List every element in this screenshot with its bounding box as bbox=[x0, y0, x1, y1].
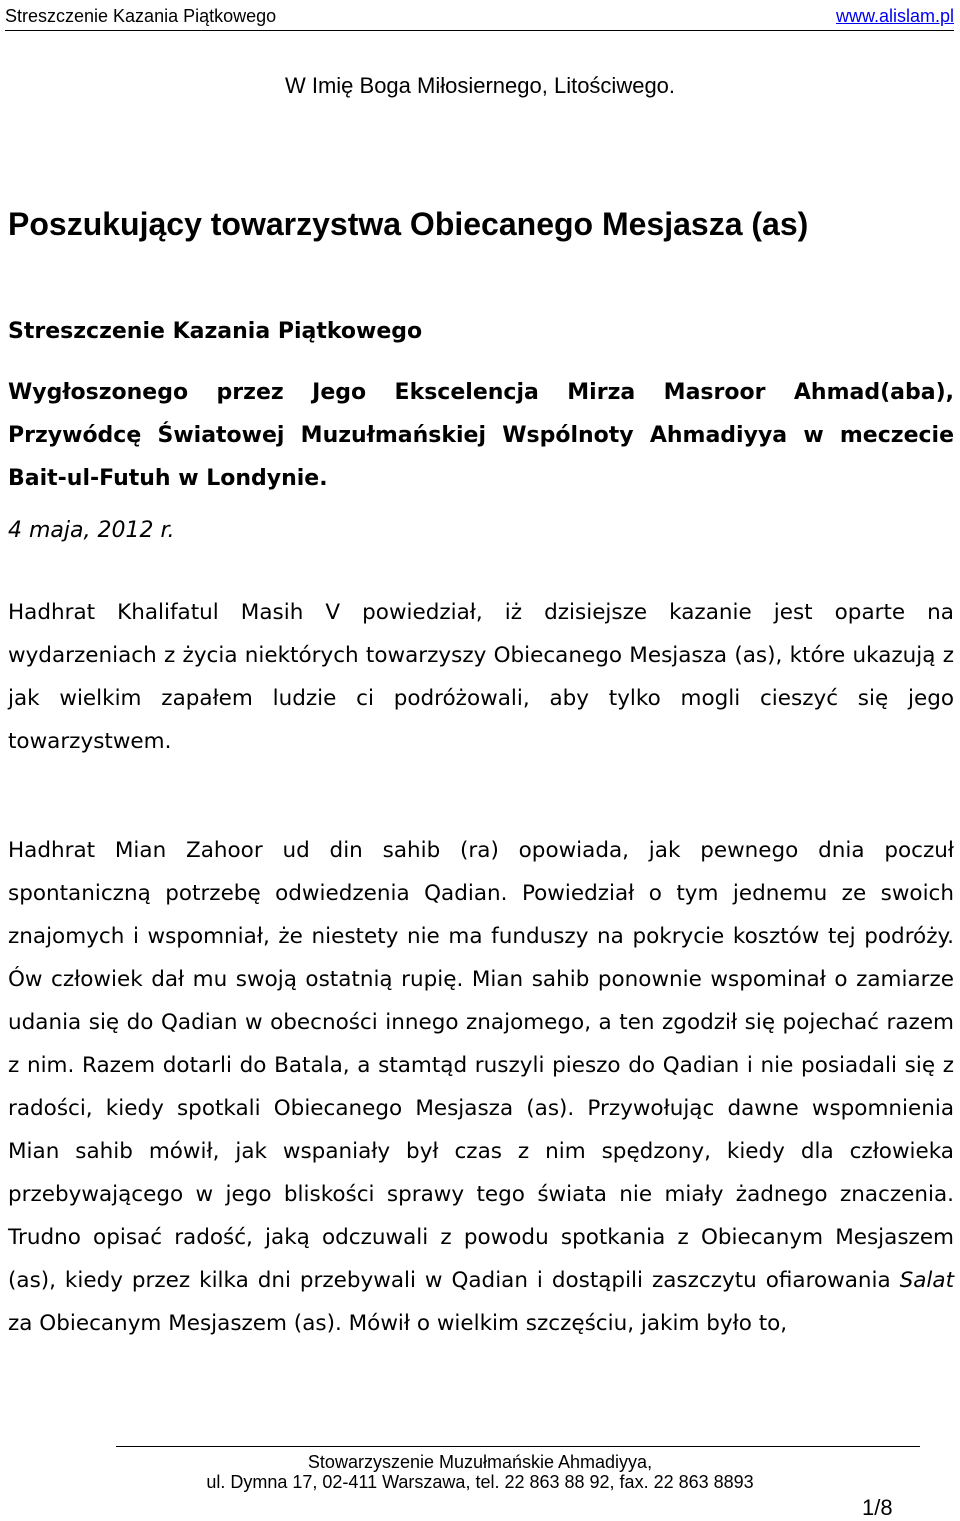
paragraph-2-text-end: za Obiecanym Mesjaszem (as). Mówił o wielkim szczęściu, jakim było to, bbox=[8, 1311, 788, 1336]
sermon-date: 4 maja, 2012 r. bbox=[8, 518, 175, 543]
page-header bbox=[5, 4, 954, 31]
paragraph-1: Hadhrat Khalifatul Masih V powiedział, iż dzisiejsze kazanie jest oparte na wydarzeniach z życia niektórych towarzyszy Obiecanego Mesjasza (as), które ukazują z jak wielkim zapałem ludzie ci podróżowali, aby tylko mogli cieszyć się jego towarzystwem. bbox=[8, 600, 954, 754]
document-title: Poszukujący towarzystwa Obiecanego Mesjasza (as) bbox=[8, 206, 809, 242]
document-subtitle: Streszczenie Kazania Piątkowego bbox=[8, 319, 423, 344]
footer-organization: Stowarzyszenie Muzułmańskie Ahmadiyya, bbox=[307, 1452, 653, 1472]
header-document-title: Streszczenie Kazania Piątkowego bbox=[5, 6, 277, 26]
footer-divider bbox=[116, 1446, 920, 1447]
paragraph-2-italic-term: Salat bbox=[899, 1268, 954, 1293]
invocation-line: W Imię Boga Miłosiernego, Litościwego. bbox=[284, 73, 676, 98]
page-number: 1/8 bbox=[862, 1495, 893, 1520]
header-website-link[interactable]: www.alislam.pl bbox=[835, 6, 954, 26]
delivered-by-text: Wygłoszonego przez Jego Ekscelencja Mirza Masroor Ahmad(aba), Przywódcę Światowej Muzułmańskiej Wspólnoty Ahmadiyya w meczecie Bait-ul-Futuh w Londynie. bbox=[8, 380, 954, 491]
paragraph-2 bbox=[8, 829, 954, 1345]
footer-address: ul. Dymna 17, 02-411 Warszawa, tel. 22 863 88 92, fax. 22 863 8893 bbox=[206, 1472, 754, 1492]
paragraph-2-text-start: Hadhrat Mian Zahoor ud din sahib (ra) opowiada, jak pewnego dnia poczuł spontaniczną potrzebę odwiedzenia Qadian. Powiedział o tym jednemu ze swoich znajomych i wspomniał, że niestety nie ma funduszy na pokrycie kosztów tej podróży. Ów człowiek dał mu swoją ostatnią rupię. Mian sahib ponownie wspominał o zamiarze udania się do Qadian w obecności innego znajomego, a ten zgodził się pojechać razem z nim. Razem dotarli do Batala, a stamtąd ruszyli pieszo do Qadian i nie posiadali się z radości, kiedy spotkali Obiecanego Mesjasza (as). Przywołując dawne wspomnienia Mian sahib mówił, jak wspaniały był czas z nim spędzony, kiedy dla człowieka przebywającego w jego bliskości sprawy tego świata nie miały żadnego znaczenia. Trudno opisać radość, jaką odczuwali z powodu spotkania z Obiecanym Mesjaszem (as), kiedy przez kilka dni przebywali w Qadian i dostąpili zaszczytu ofiarowania bbox=[8, 838, 954, 1293]
